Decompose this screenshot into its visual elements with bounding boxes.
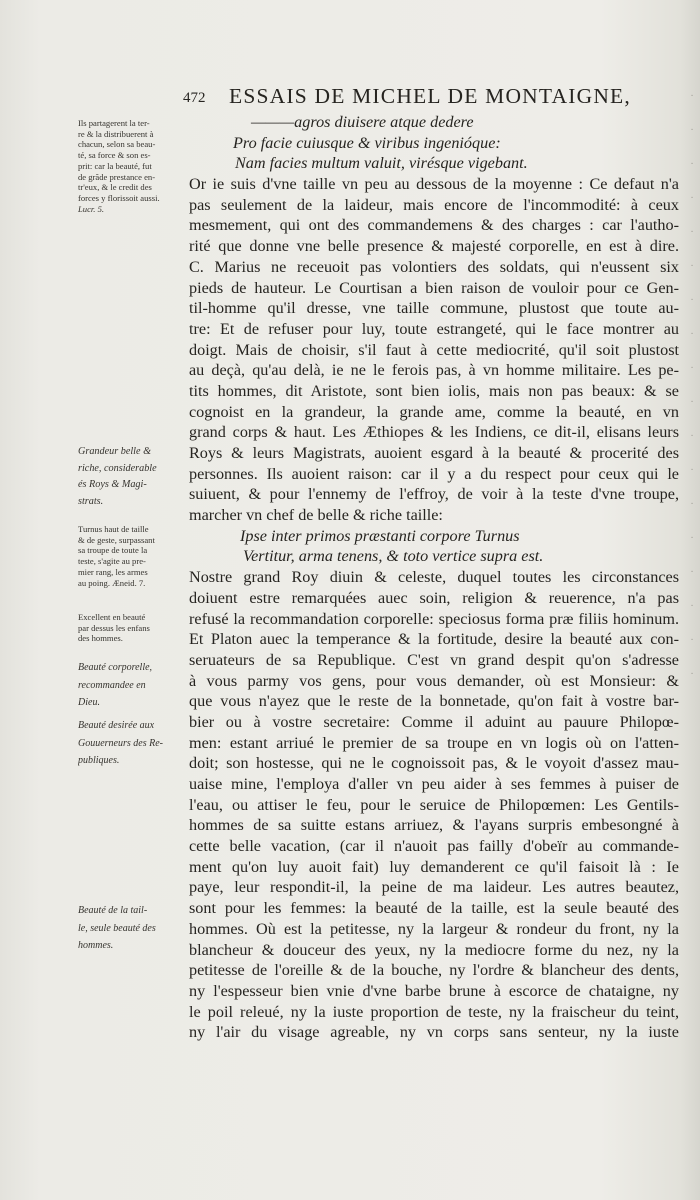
text-line: Or ie suis d'vne taille vn peu au dessous de la moyenne : Ce defaut n'a [189,175,679,194]
margin-note-line: té, sa force & son es- [78,150,151,161]
margin-note-line: Excellent en beauté [78,612,146,622]
text-line: seruateurs de sa Republique. C'est vn grand despit qu'on s'adresse [189,650,679,669]
text-line: paye, leur respondit-il, la peine de ma laideur. Les autres beautez, [189,878,679,897]
margin-note-line: par dessus les enfans [78,622,150,633]
text-line: au deçà, qu'au delà, ie ne le ferois pas, à vn homme militaire. Les pe- [189,361,679,380]
text-line: doit; son hostesse, qui ne le cognoissoit pas, & le voyoit d'assez mau- [189,754,679,773]
main-text-block [189,112,679,1043]
text-line: doigt. Mais de choisir, s'il faut à cette mediocrité, qu'il soit plustost [189,340,679,359]
margin-note-line: Beauté desirée aux [78,720,155,731]
text-line: grand corps & haut. Les Æthiopes & les Indiens, ce dit-il, elisans leurs [189,423,679,442]
margin-note-line: Ils partagerent la ter- [78,118,150,128]
text-line: hommes. Où est la petitesse, ny la largeur & rondeur du front, ny la [189,919,679,938]
margin-note-line: & de geste, surpassant [78,534,155,545]
text-line: l'eau, ou attiser le feu, pour le seruice de Philopœmen: Les Gentils- [189,795,679,814]
text-line: Et Platon auec la temperance & la fortitude, desire la beauté aux con- [189,630,679,649]
text-line: ment qu'on luy auoit fait) luy demanderent ce qu'il faisoit là : Ie [189,857,679,876]
margin-note-line: Grandeur belle & [78,446,151,457]
margin-note-line: strats. [78,495,104,507]
text-line: til-homme qu'il dresse, vne taille commune, plustost que toute au- [189,299,679,318]
text-line: cette belle vacation, (car il n'auoit pas failly d'obeïr au commande- [189,837,679,856]
margin-note-line: Gouuerneurs des Re- [78,737,163,749]
text-line: que vous n'ayez que le reste de la bonnetade, qu'on fait à vostre bar- [189,692,679,711]
show-through-edge: · · · · · · · · · · · · · · · · · · [690,91,694,680]
text-line: cognoist en la grandeur, la grande ame, comme la beauté, en vn [189,402,679,421]
text-line: rité que donne vne belle presence & majesté corporelle, en est à dire. [189,237,679,256]
margin-note-translation-lucretius [78,118,186,214]
text-line: sont pour les femmes: la beauté de la taille, est la seule beauté des [189,899,679,918]
margin-note-line: au poing. Æneid. 7. [78,577,146,588]
text-line: refusé la recommandation corporelle: speciosus forma præ filiis hominum. [189,609,679,628]
margin-note-line: prit: car la beauté, fut [78,160,152,171]
margin-note-line: de grãde prestance en- [78,171,156,182]
text-line: ny l'espesseur bien vnie d'vne barbe brune à escorce de chataigne, ny [189,981,679,1000]
text-line: tre: Et de refuser pour luy, toute estrangeté, qui le face montrer au [189,319,679,338]
verse-line: Nam facies multum valuit, virésque vigebant. [235,154,528,173]
margin-note-line: Dieu. [78,697,100,709]
margin-note-line: hommes. [78,940,114,952]
margin-note-line: des hommes. [78,633,123,644]
text-line: le poil releué, ny la iuste proportion de teste, ny la fraischeur du teint, [189,1002,679,1021]
text-line: pieds de hauteur. Le Courtisan a bien raison de vouloir pour ce Gen- [189,278,679,297]
margin-note-line: sa troupe de toute la [78,545,148,556]
margin-note-excellent-beauty [78,612,186,644]
verse-line: Vertitur, arma tenens, & toto vertice supra est. [243,547,544,566]
margin-note-line: publiques. [78,755,120,767]
text-line: mesmement, qui ont des commandemens & des charges : car l'autho- [189,216,679,235]
text-line: ny l'air du visage agreable, ny vn corps sans senteur, ny la iuste [189,1023,679,1042]
text-line: uaise mine, l'employa d'aller vn peu aider à ses femmes à puiser de [189,775,679,793]
margin-note-governors [78,717,186,770]
margin-note-line: és Roys & Magi- [78,479,147,490]
verse-line: Ipse inter primos præstanti corpore Turnus [240,526,520,545]
verse-line: ———agros diuisere atque dedere [251,113,474,131]
text-line: personnes. Ils auoient raison: car il y a du respect pour ceux qui le [189,464,679,483]
page-number: 472 [183,90,206,106]
text-line: Nostre grand Roy diuin & celeste, duquel toutes les circonstances [189,568,679,587]
text-line: tits hommes, dit Aristote, sont bien iolis, mais non pas beaux: & se [189,381,679,400]
margin-note-line: Beauté corporelle, [78,662,153,673]
margin-note-line: re & la distribuerent à [78,128,154,139]
margin-note-line: mier rang, les armes [78,566,148,577]
text-line: men: estant arriué le premier de sa troupe en vn logis où on l'atten- [189,733,679,752]
margin-note-line: tr'eux, & le credit des [78,182,152,193]
text-line: à vous parmy vos gens, pour vous demander, où est Monsieur: & [189,671,679,690]
margin-note-line: le, seule beauté des [78,922,156,934]
margin-note-line: teste, s'agite au pre- [78,556,146,567]
margin-note-line: recommandee en [78,679,146,691]
margin-note-line: Beauté de la tail- [78,905,148,916]
margin-note-grandeur [78,444,186,510]
running-title: ESSAIS DE MICHEL DE MONTAIGNE, [229,84,631,108]
margin-note-turnus [78,524,186,588]
text-line: C. Marius ne receuoit pas volontiers des soldats, qui n'eussent six [189,257,679,276]
text-line: hommes de sa suitte estans arriuez, & l'ayans surpris embesongné à [189,816,679,835]
text-line: suiuent, & pour l'ennemy de l'effroy, de voir à la teste d'vne troupe, [189,485,679,504]
margin-note-line: riche, considerable [78,462,157,474]
margin-note-line: forces y florissoit aussi. [78,192,160,203]
verse-line: Pro facie cuiusque & viribus ingenióque: [233,133,501,152]
text-line: blancheur & douceur des yeux, ny la mediocre forme du nez, ny la [189,940,679,959]
margin-note-bodily-beauty [78,659,186,712]
text-line: marcher vn chef de belle & riche taille: [189,506,443,525]
text-line: bier ou à vostre secretaire: Comme il aduint au pauure Philopœ- [189,712,679,731]
margin-note-reference: Lucr. 5. [78,203,105,214]
page-header [183,84,683,110]
margin-note-stature [78,902,186,955]
margin-note-line: chacun, selon sa beau- [78,139,156,150]
text-line: doiuent estre remarquées auec soin, religion & reuerence, n'a pas [189,588,679,607]
text-line: Roys & leurs Magistrats, auoient esgard à la beauté & procerité des [189,444,679,462]
text-line: petitesse de l'oreille & de la bouche, ny l'ordre & blancheur des dents, [189,961,679,980]
text-line: pas seulement de la laideur, mais encore de l'incommodité: à ceux [189,195,679,214]
margin-note-line: Turnus haut de taille [78,524,149,534]
